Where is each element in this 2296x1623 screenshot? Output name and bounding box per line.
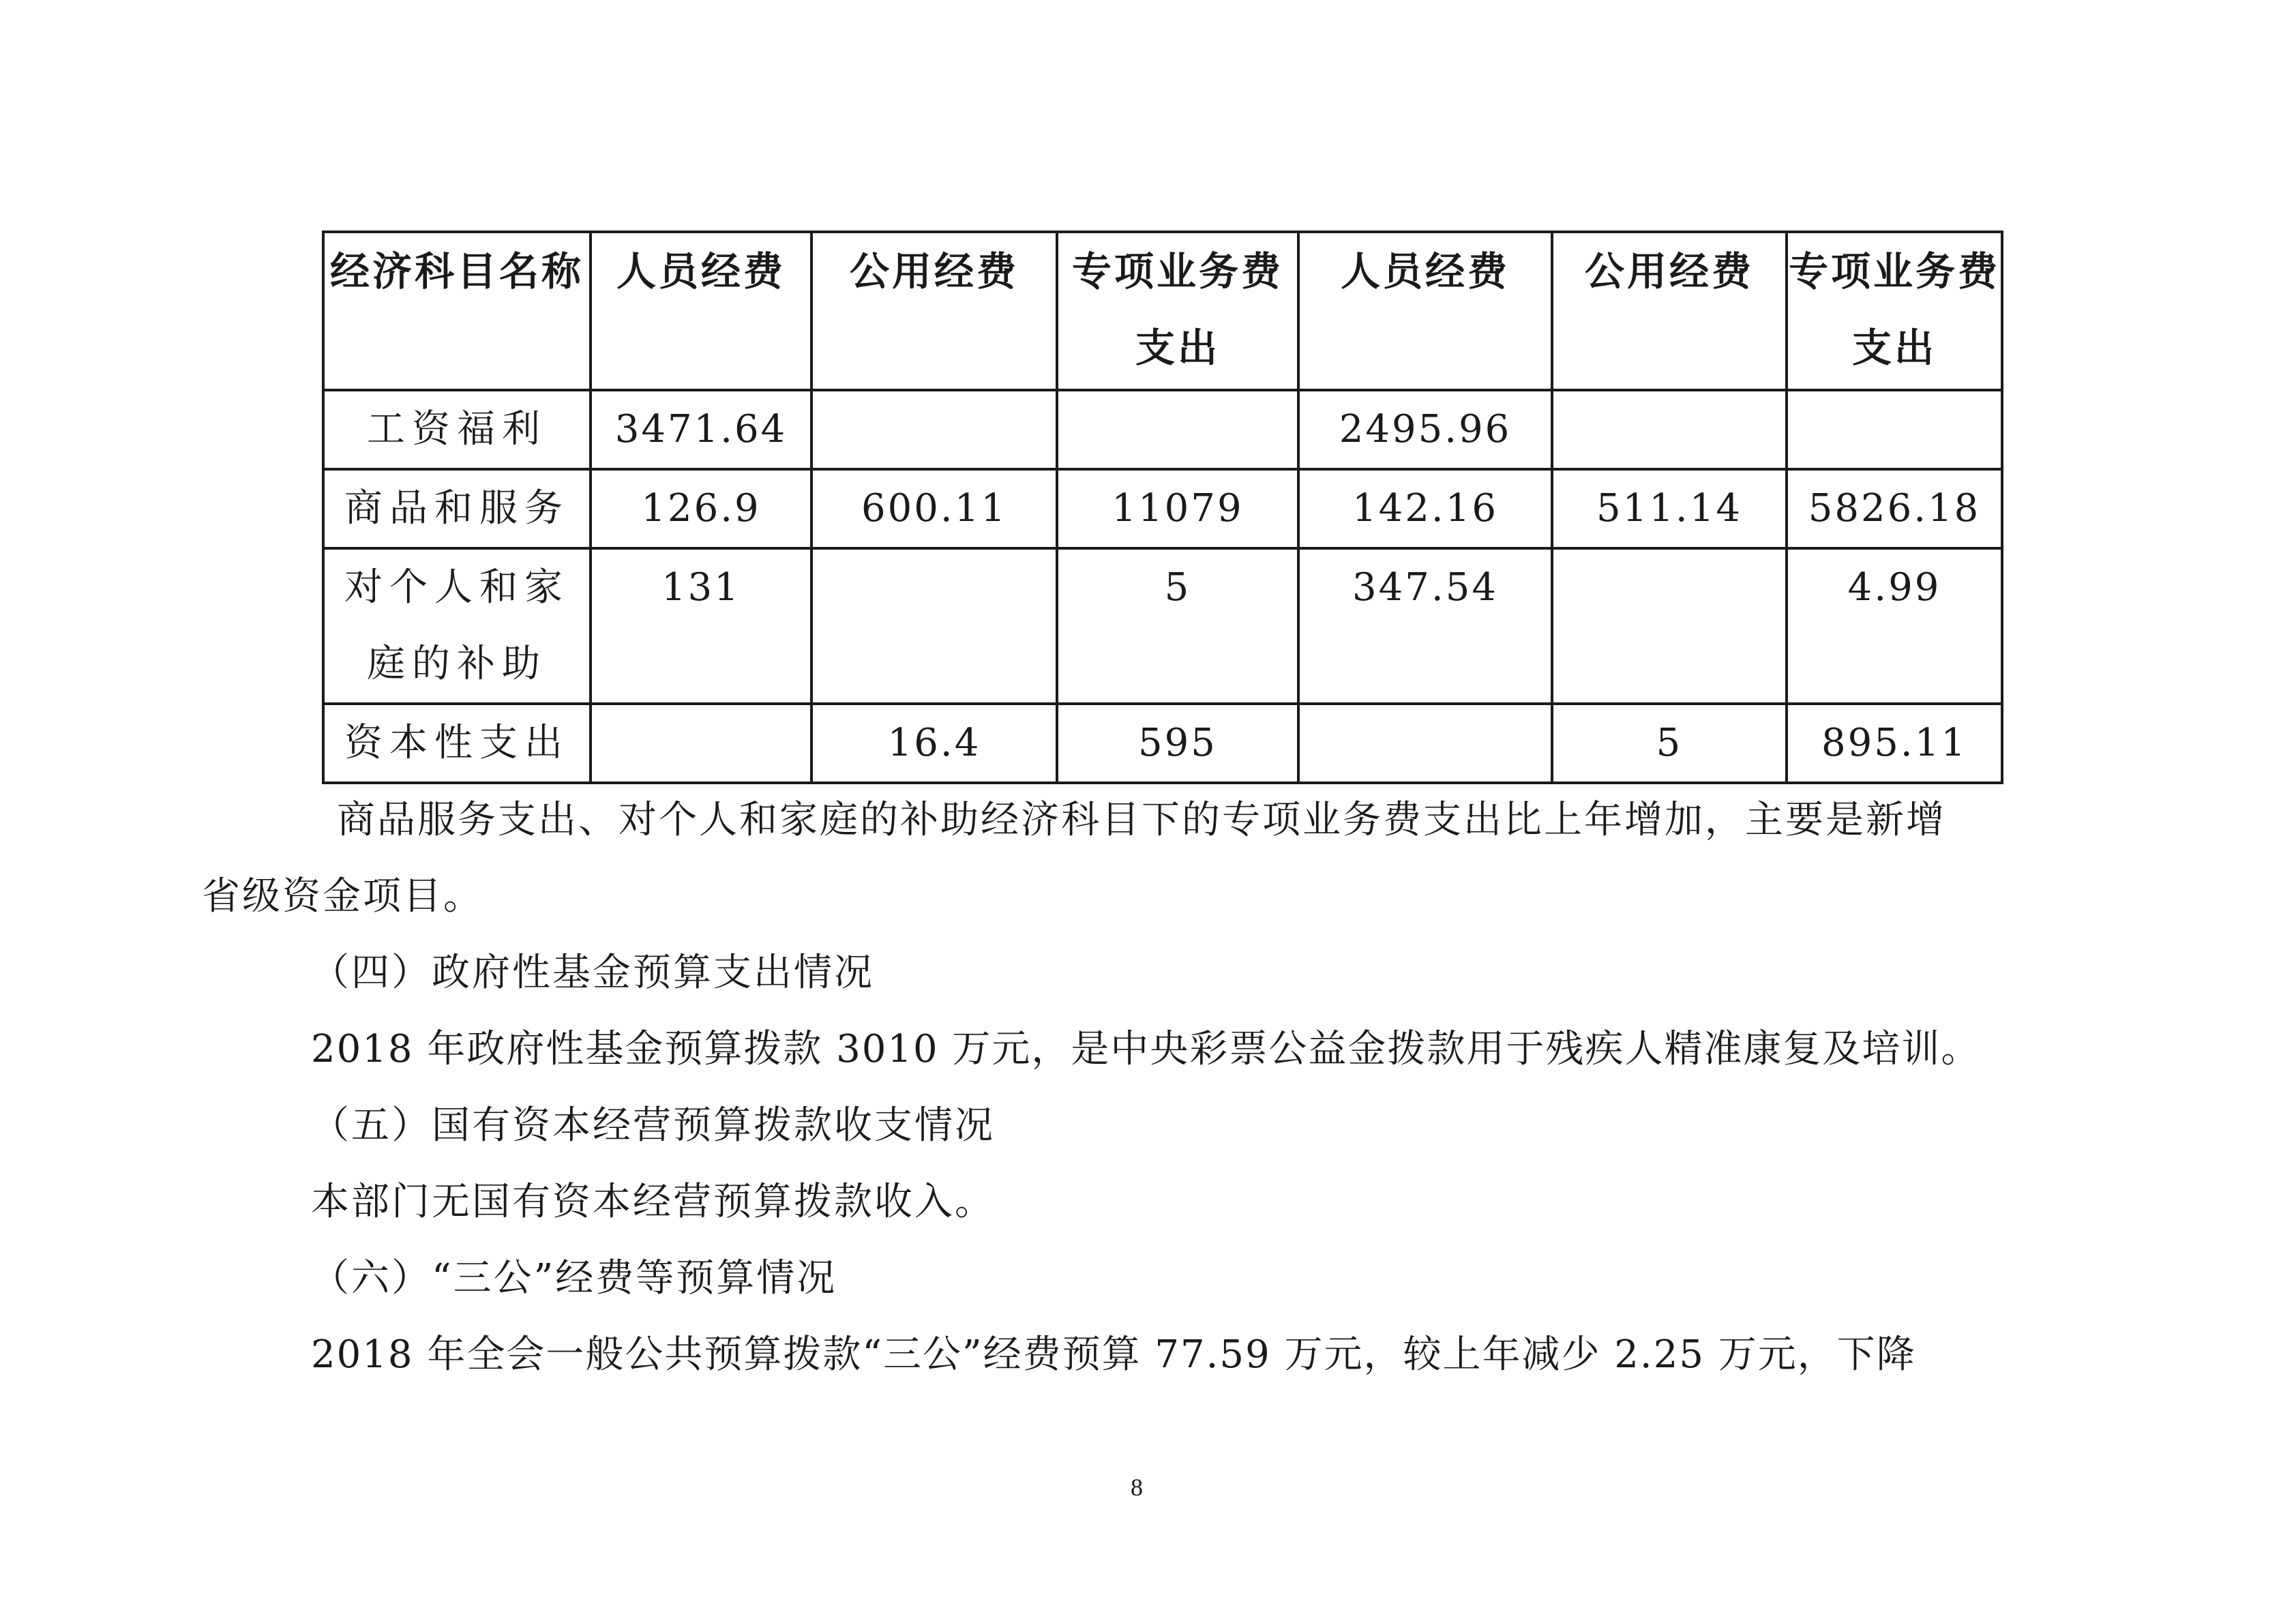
table-cell [1552,390,1787,469]
table-cell: 600.11 [811,469,1057,548]
table-cell: 131 [591,548,811,704]
header-economic-category: 经济科目名称 [323,232,591,390]
table-cell: 142.16 [1298,469,1552,548]
header-personnel-expense: 人员经费 [591,232,811,390]
table-cell: 5 [1057,548,1298,704]
paragraph-line: 省级资金项目。 [202,874,483,919]
table-row [323,390,2002,469]
table-cell: 895.11 [1787,704,2002,783]
paragraph-line: 2018 年全会一般公共预算拨款“三公”经费预算 77.59 万元，较上年减少 2.25 万元，下降 [311,1332,1916,1377]
table-cell: 595 [1057,704,1298,783]
table-cell: 2495.96 [1298,390,1552,469]
table-cell [1787,390,2002,469]
row-label: 商品和服务 [323,469,591,548]
table-cell [811,548,1057,704]
table-cell: 511.14 [1552,469,1787,548]
row-label: 对个人和家庭的补助 [323,548,591,704]
paragraph-line: 商品服务支出、对个人和家庭的补助经济科目下的专项业务费支出比上年增加，主要是新增 [337,798,1946,842]
header-personnel-expense-prev: 人员经费 [1298,232,1552,390]
budget-table [322,230,2003,784]
page-number: 8 [1131,1474,1143,1501]
header-special-expense-prev: 专项业务费支出 [1787,232,2002,390]
header-public-expense-prev: 公用经费 [1552,232,1787,390]
table-cell [811,390,1057,469]
section-heading: （五）国有资本经营预算拨款收支情况 [311,1103,995,1148]
table-cell: 4.99 [1787,548,2002,704]
table-cell: 5826.18 [1787,469,2002,548]
header-special-expense: 专项业务费支出 [1057,232,1298,390]
table-cell: 3471.64 [591,390,811,469]
header-public-expense: 公用经费 [811,232,1057,390]
paragraph-line: 本部门无国有资本经营预算拨款收入。 [311,1180,995,1224]
section-heading: （四）政府性基金预算支出情况 [311,951,874,995]
table-cell: 11079 [1057,469,1298,548]
table-cell: 5 [1552,704,1787,783]
section-heading: （六）“三公”经费等预算情况 [311,1256,837,1300]
table-cell [1057,390,1298,469]
table-cell: 347.54 [1298,548,1552,704]
table-cell: 16.4 [811,704,1057,783]
paragraph-line: 2018 年政府性基金预算拨款 3010 万元，是中央彩票公益金拨款用于残疾人精准康复及培训。 [311,1027,1981,1071]
row-label: 工资福利 [323,390,591,469]
table-header-row [323,232,2002,390]
row-label: 资本性支出 [323,704,591,783]
table-row [323,548,2002,704]
table-cell: 126.9 [591,469,811,548]
table-cell [1552,548,1787,704]
table-cell [591,704,811,783]
table-cell [1298,704,1552,783]
table-row [323,704,2002,783]
table-row [323,469,2002,548]
